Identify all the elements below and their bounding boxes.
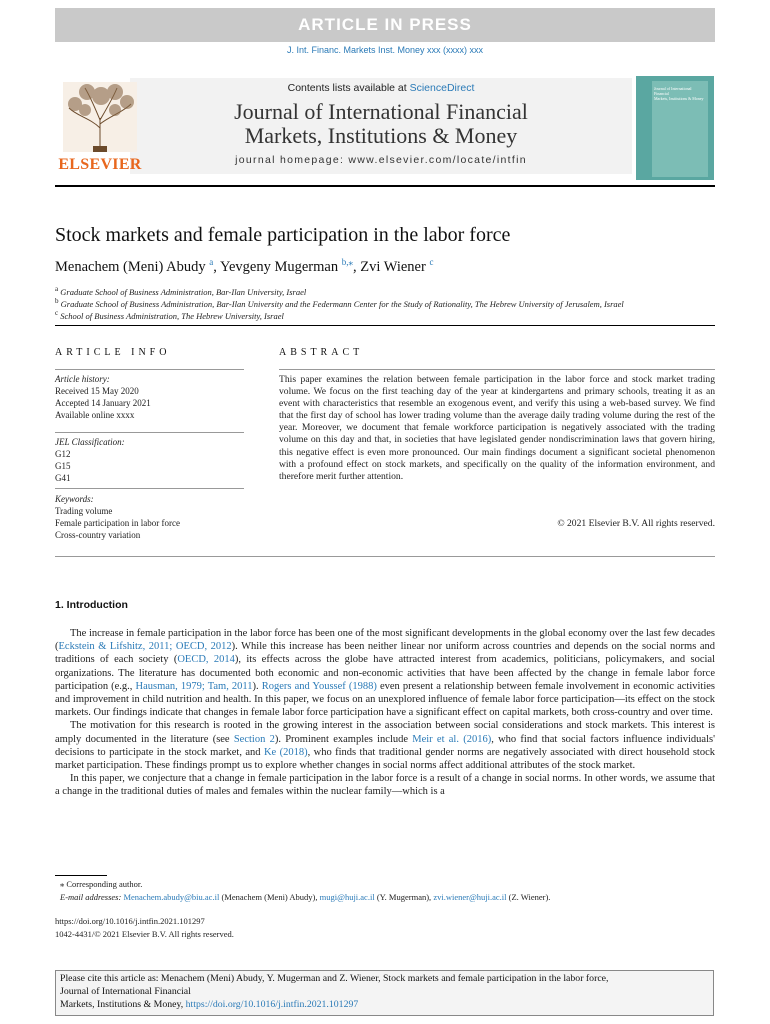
jel-code: G41 bbox=[55, 473, 71, 483]
introduction-body bbox=[55, 627, 715, 799]
history-online: Available online xxxx bbox=[55, 410, 135, 420]
jel-code: G15 bbox=[55, 461, 71, 471]
citation-box bbox=[55, 970, 714, 1016]
author-name[interactable]: Zvi Wiener bbox=[360, 258, 426, 275]
affiliation-b: $^b$ Graduate School of Business Administration, Bar-Ilan University and the Federmann Center for the Study of Rationality, The Hebrew University of Jerusalem, Israel bbox=[55, 297, 624, 309]
email-link[interactable]: mugi@huji.ac.il bbox=[319, 892, 375, 902]
author-name[interactable]: Menachem (Meni) Abudy bbox=[55, 258, 206, 275]
keywords-label: Keywords: bbox=[55, 494, 94, 504]
citation-doi-link[interactable]: https://doi.org/10.1016/j.intfin.2021.101297 bbox=[185, 999, 359, 1010]
affiliation-c: $^c$ School of Business Administration, The Hebrew University, Israel bbox=[55, 309, 284, 321]
abstract-heading: ABSTRACT bbox=[279, 347, 364, 358]
info-divider bbox=[55, 488, 244, 489]
journal-title-line2: Markets, Institutions & Money bbox=[244, 123, 518, 148]
header-divider bbox=[55, 185, 715, 187]
affiliation-a: $^a$ Graduate School of Business Administration, Bar-Ilan University, Israel bbox=[55, 285, 307, 297]
email-link[interactable]: Menachem.abudy@biu.ac.il bbox=[123, 892, 220, 902]
journal-title-line1: Journal of International Financial bbox=[234, 99, 528, 124]
abstract-bottom-divider bbox=[55, 556, 715, 557]
elsevier-wordmark: ELSEVIER bbox=[58, 156, 142, 173]
keyword: Cross-country variation bbox=[55, 530, 141, 540]
paragraph: The increase in female participation in the labor force has been one of the most significant developments in the global economy over the last few decades (Eckstein & Lifshitz, 2011; OECD, 2012). While this increase has been neither linear nor uniform across countries and depends on the social norms and traditions of each society (OECD, 2014), its effects across the globe have attracted interest from academics, politicians, policymakers, and social organizations. The literature has documented both economic and non-economic activities that have been affected by the change in female labor force participation (e.g., Hausman, 1979; Tam, 2011). Rogers and Youssef (1988) even present a relationship between female involvement in economic activities and improvement in child nutrition and health. In this paper, we focus on an unexplored influence of female labor force participation—its effect on the stock markets. Our findings indicate that changes in female labor force participation have a significant effect on capital markets, both cross-country and over time. bbox=[55, 628, 715, 719]
contents-prefix: Contents lists available at bbox=[287, 82, 410, 94]
author-sup[interactable]: c bbox=[429, 257, 434, 267]
reference-link[interactable]: Rogers and Youssef (1988) bbox=[261, 680, 377, 692]
reference-link[interactable]: OECD, 2014 bbox=[177, 654, 235, 666]
section-link[interactable]: Section 2 bbox=[233, 733, 275, 745]
citation-line: Please cite this article as: Menachem (Meni) Abudy, Y. Mugerman and Z. Wiener, Stock markets and female participation in the labor force, bbox=[60, 973, 609, 984]
journal-title bbox=[130, 100, 632, 148]
sciencedirect-link[interactable]: ScienceDirect bbox=[409, 82, 475, 94]
corresponding-author-note: ⁎ Corresponding author. bbox=[60, 879, 143, 889]
article-in-press-banner: ARTICLE IN PRESS bbox=[55, 8, 715, 42]
paragraph: In this paper, we conjecture that a change in female participation in the labor force is a result of a change in social norms. In other words, we assume that a change in the traditional duties of males and females within the nuclear family—which is a bbox=[55, 773, 715, 798]
journal-homepage[interactable]: journal homepage: www.elsevier.com/locate/intfin bbox=[235, 154, 527, 166]
history-label: Article history: bbox=[55, 374, 110, 384]
author-sup[interactable]: b,⁎ bbox=[341, 257, 353, 267]
contents-line bbox=[130, 82, 632, 94]
jel-code: G12 bbox=[55, 449, 71, 459]
reference-link[interactable]: Meir et al. (2016) bbox=[412, 733, 492, 745]
history-received: Received 15 May 2020 bbox=[55, 386, 139, 396]
keyword: Trading volume bbox=[55, 506, 113, 516]
reference-link[interactable]: Hausman, 1979; Tam, 2011 bbox=[135, 680, 253, 692]
jel-label: JEL Classification: bbox=[55, 437, 125, 447]
abstract-divider bbox=[279, 369, 715, 370]
footnote-divider bbox=[55, 875, 107, 876]
author-list: Menachem (Meni) Abudy $^a$, Yevgeny Mugerman $^{b,⁎}$, Zvi Wiener $^c$ bbox=[55, 257, 434, 275]
section-heading-introduction: 1. Introduction bbox=[55, 599, 128, 611]
info-divider bbox=[55, 432, 244, 433]
citation-line: Markets, Institutions & Money, https://doi.org/10.1016/j.intfin.2021.101297 bbox=[60, 999, 359, 1010]
journal-cover-thumbnail bbox=[636, 76, 714, 180]
reference-link[interactable]: Eckstein & Lifshitz, 2011; OECD, 2012 bbox=[58, 641, 232, 653]
cover-title-text: Journal of International Financial Markets, Institutions & Money bbox=[654, 86, 704, 101]
author-sup[interactable]: a bbox=[209, 257, 214, 267]
author-name[interactable]: Yevgeny Mugerman bbox=[219, 258, 339, 275]
info-divider bbox=[55, 369, 244, 370]
reference-link[interactable]: Ke (2018) bbox=[263, 746, 308, 758]
citation-line: Journal of International Financial bbox=[60, 986, 191, 997]
article-title: Stock markets and female participation in the labor force bbox=[55, 224, 511, 246]
article-info-heading: ARTICLE INFO bbox=[55, 347, 171, 358]
keyword: Female participation in labor force bbox=[55, 518, 180, 528]
issn-copyright: 1042-4431/© 2021 Elsevier B.V. All rights reserved. bbox=[55, 929, 234, 939]
journal-citation-link[interactable]: J. Int. Financ. Markets Inst. Money xxx (xxxx) xxx bbox=[286, 45, 484, 55]
paragraph: The motivation for this research is rooted in the growing interest in the association between social considerations and stock markets. This interest is amply documented in the literature (see Section 2). Prominent examples include Meir et al. (2016), who find that social factors influence individuals' decisions to participate in the stock market, and Ke (2018), who finds that traditional gender norms are negatively associated with direct household stock market participation. These findings prompt us to explore whether changes in social norms affect additional attributes of the stock market. bbox=[55, 720, 715, 772]
affiliation-divider bbox=[55, 325, 715, 326]
email-link[interactable]: zvi.wiener@huji.ac.il bbox=[433, 892, 507, 902]
history-accepted: Accepted 14 January 2021 bbox=[55, 398, 151, 408]
abstract-copyright: © 2021 Elsevier B.V. All rights reserved. bbox=[557, 518, 715, 529]
doi-link[interactable]: https://doi.org/10.1016/j.intfin.2021.101297 bbox=[55, 916, 205, 926]
abstract-text: This paper examines the relation between female participation in the labor force and stock market trading volume. We focus on the first teaching day of the year at kindergartens and primary schools, treating it as an event with characteristics that resemble an exogenous event, and verify this using a web-based survey. We find that the first day of school has lower trading volume than the average daily trading volume during the rest of the year. Moreover, we document that female workforce participation is negatively associated with the trading volume on this day and that, in societies that have legislated gender nondiscrimination laws that govern hiring, this negative effect is even more pronounced. Our main findings document a significant societal phenomenon with a profound effect on stock markets, and specifically on the quality of the information environment, and therefore merit further attention. bbox=[279, 374, 715, 482]
email-addresses: E-mail addresses: Menachem.abudy@biu.ac.il (Menachem (Meni) Abudy), mugi@huji.ac.il (Y. Mugerman), zvi.wiener@huji.ac.il (Z. Wiener). bbox=[60, 892, 551, 902]
